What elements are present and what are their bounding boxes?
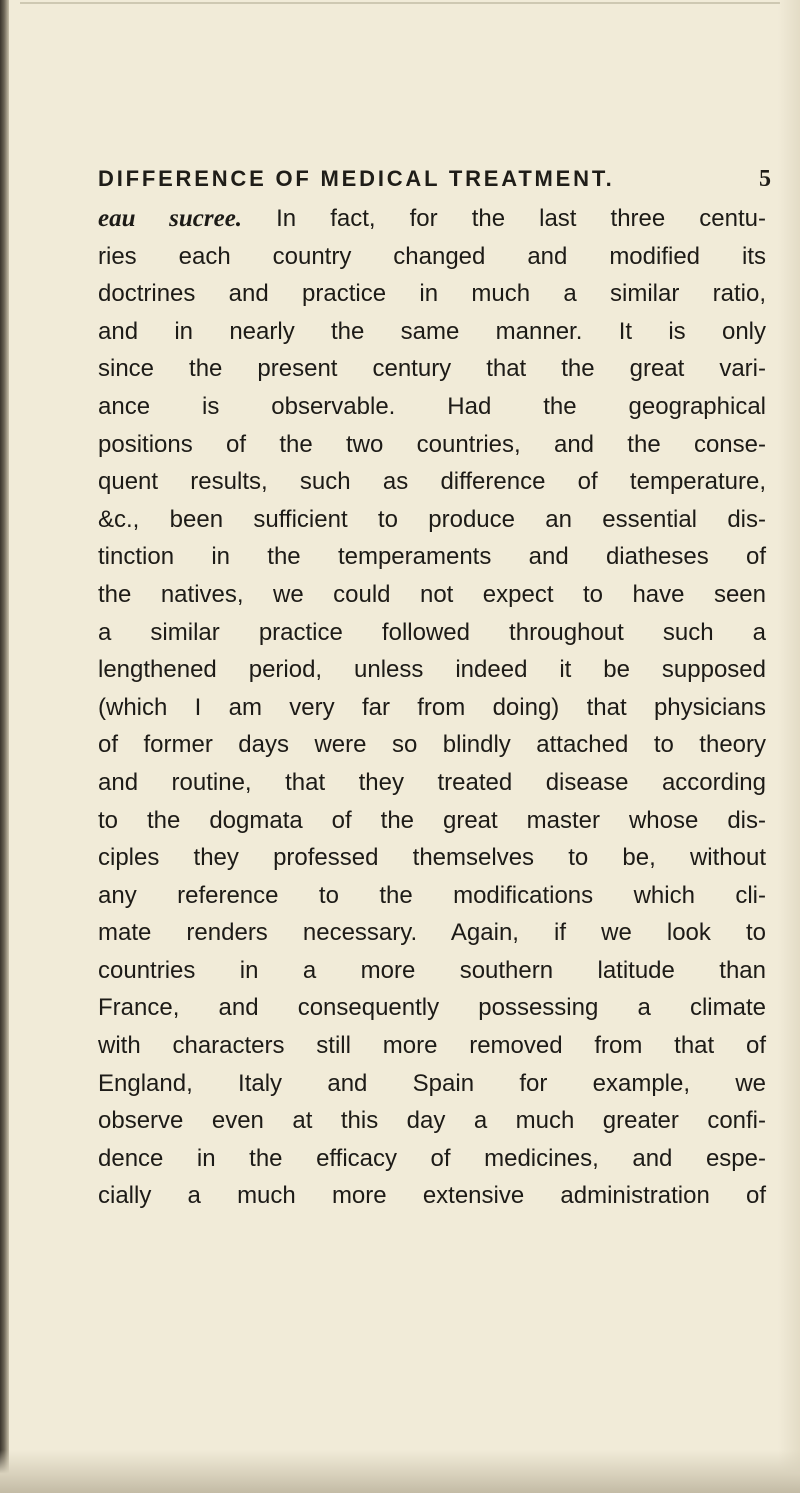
text-line: lengthened period, unless indeed it be supposed bbox=[98, 656, 766, 684]
text-line bbox=[98, 200, 766, 238]
text-line: countries in a more southern latitude than bbox=[98, 956, 766, 984]
text-line: doctrines and practice in much a similar ratio, bbox=[98, 280, 766, 308]
text-line: since the present century that the great vari- bbox=[98, 355, 766, 383]
page-right-edge bbox=[778, 0, 800, 1493]
running-head-title: DIFFERENCE OF MEDICAL TREATMENT. bbox=[98, 166, 615, 191]
text-line: France, and consequently possessing a climate bbox=[98, 994, 766, 1022]
text-line: quent results, such as difference of temperature, bbox=[98, 468, 766, 496]
text-line: of former days were so blindly attached to theory bbox=[98, 731, 766, 759]
text-line: &c., been sufficient to produce an essential dis- bbox=[98, 505, 766, 533]
text-line: the natives, we could not expect to have seen bbox=[98, 580, 766, 608]
body-text bbox=[98, 200, 778, 1215]
text-line: mate renders necessary. Again, if we look to bbox=[98, 919, 766, 947]
text-line: ries each country changed and modified its bbox=[98, 242, 766, 270]
text-line: England, Italy and Spain for example, we bbox=[98, 1069, 766, 1097]
text-line: and in nearly the same manner. It is only bbox=[98, 317, 766, 345]
text-line: a similar practice followed throughout such a bbox=[98, 618, 766, 646]
binding-edge bbox=[0, 0, 9, 1493]
text-line: to the dogmata of the great master whose dis- bbox=[98, 806, 766, 834]
text-line: positions of the two countries, and the conse- bbox=[98, 430, 766, 458]
text-line: with characters still more removed from that of bbox=[98, 1032, 766, 1060]
running-head bbox=[98, 166, 773, 198]
text-line: (which I am very far from doing) that physicians bbox=[98, 693, 766, 721]
text-line-rest: In fact, for the last three centu- bbox=[276, 205, 767, 232]
text-line: ciples they professed themselves to be, without bbox=[98, 844, 766, 872]
text-line: ance is observable. Had the geographical bbox=[98, 392, 766, 420]
page-bottom-edge bbox=[0, 1450, 800, 1493]
page-top-edge bbox=[20, 2, 780, 4]
text-line: and routine, that they treated disease according bbox=[98, 768, 766, 796]
text-line: tinction in the temperaments and diatheses of bbox=[98, 543, 766, 571]
text-line: any reference to the modifications which cli- bbox=[98, 881, 766, 909]
text-line: observe even at this day a much greater confi- bbox=[98, 1107, 766, 1135]
italic-phrase: eau sucree. bbox=[98, 205, 243, 232]
text-line: dence in the efficacy of medicines, and espe- bbox=[98, 1144, 766, 1172]
page-number: 5 bbox=[759, 166, 771, 192]
text-line: cially a much more extensive administration of bbox=[98, 1182, 766, 1210]
